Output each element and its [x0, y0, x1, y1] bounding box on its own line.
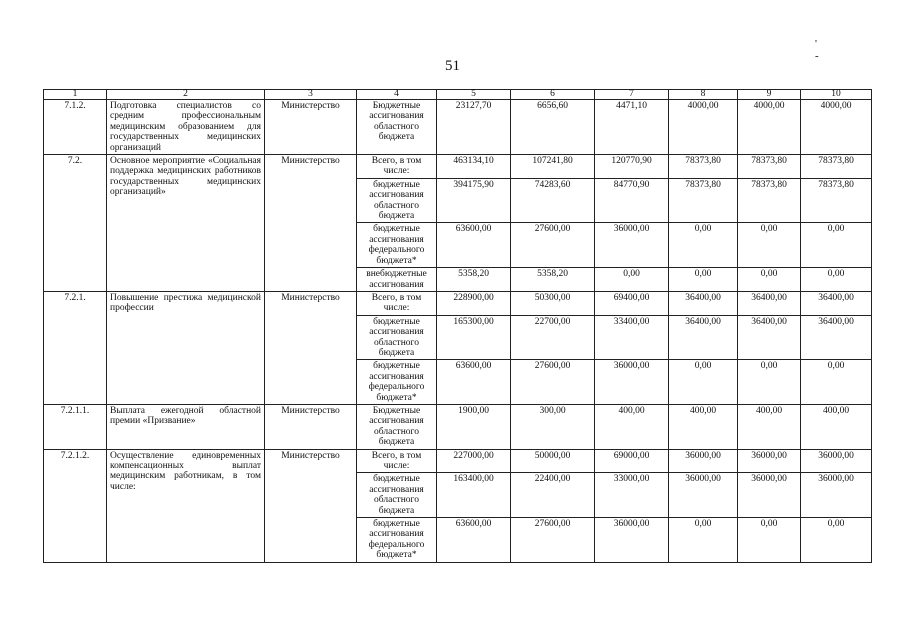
value-cell: 120770,90	[595, 155, 669, 179]
table-header	[44, 90, 872, 100]
value-cell: 400,00	[801, 404, 872, 449]
value-cell: 5358,20	[511, 268, 595, 292]
value-cell: 36000,00	[801, 473, 872, 518]
value-cell: 63600,00	[437, 518, 511, 563]
value-cell: 0,00	[801, 360, 872, 405]
table-body	[44, 100, 872, 563]
value-cell: 69000,00	[595, 449, 669, 473]
funding-source: бюджетные ассигнования федерального бюджета*	[357, 518, 437, 563]
value-cell: 228900,00	[437, 291, 511, 315]
funding-source: Всего, в том числе:	[357, 155, 437, 179]
value-cell: 36000,00	[595, 518, 669, 563]
header-cell: 3	[265, 90, 357, 100]
value-cell: 0,00	[801, 268, 872, 292]
value-cell: 394175,90	[437, 178, 511, 223]
header-cell: 10	[801, 90, 872, 100]
row-executor: Министерство	[265, 404, 357, 449]
funding-source: бюджетные ассигнования областного бюджета	[357, 178, 437, 223]
value-cell: 36000,00	[595, 360, 669, 405]
corner-marks: ' -	[815, 38, 849, 62]
value-cell: 0,00	[801, 223, 872, 268]
value-cell: 36000,00	[738, 449, 801, 473]
value-cell: 33000,00	[595, 473, 669, 518]
row-name: Основное мероприятие «Социальная поддержка медицинских работников государственных медицинских организаций»	[107, 155, 265, 292]
value-cell: 1900,00	[437, 404, 511, 449]
funding-source: бюджетные ассигнования федерального бюджета*	[357, 360, 437, 405]
row-executor: Министерство	[265, 449, 357, 562]
funding-source: Всего, в том числе:	[357, 449, 437, 473]
value-cell: 78373,80	[738, 155, 801, 179]
header-cell: 6	[511, 90, 595, 100]
value-cell: 0,00	[669, 223, 738, 268]
row-name: Повышение престижа медицинской профессии	[107, 291, 265, 404]
row-name: Подготовка специалистов со средним профессиональным медицинским образованием для государственных медицинских организаций	[107, 100, 265, 155]
value-cell: 22400,00	[511, 473, 595, 518]
value-cell: 400,00	[738, 404, 801, 449]
value-cell: 69400,00	[595, 291, 669, 315]
row-code: 7.2.1.2.	[44, 449, 107, 562]
value-cell: 463134,10	[437, 155, 511, 179]
value-cell: 27600,00	[511, 518, 595, 563]
value-cell: 0,00	[738, 518, 801, 563]
value-cell: 0,00	[669, 268, 738, 292]
value-cell: 63600,00	[437, 223, 511, 268]
header-cell: 8	[669, 90, 738, 100]
value-cell: 4000,00	[801, 100, 872, 155]
value-cell: 78373,80	[801, 178, 872, 223]
row-code: 7.2.	[44, 155, 107, 292]
header-cell: 1	[44, 90, 107, 100]
value-cell: 78373,80	[669, 178, 738, 223]
value-cell: 74283,60	[511, 178, 595, 223]
header-row	[44, 90, 872, 100]
value-cell: 36000,00	[669, 449, 738, 473]
funding-source: бюджетные ассигнования федерального бюджета*	[357, 223, 437, 268]
value-cell: 400,00	[669, 404, 738, 449]
value-cell: 163400,00	[437, 473, 511, 518]
value-cell: 4000,00	[738, 100, 801, 155]
value-cell: 300,00	[511, 404, 595, 449]
value-cell: 400,00	[595, 404, 669, 449]
value-cell: 63600,00	[437, 360, 511, 405]
page-number: 51	[445, 58, 460, 74]
table-row	[44, 404, 872, 449]
table-row	[44, 155, 872, 179]
row-name: Выплата ежегодной областной премии «Призвание»	[107, 404, 265, 449]
value-cell: 0,00	[595, 268, 669, 292]
value-cell: 33400,00	[595, 315, 669, 360]
row-code: 7.2.1.1.	[44, 404, 107, 449]
value-cell: 36400,00	[738, 291, 801, 315]
funding-source: бюджетные ассигнования областного бюджета	[357, 473, 437, 518]
header-cell: 7	[595, 90, 669, 100]
row-executor: Министерство	[265, 100, 357, 155]
value-cell: 0,00	[801, 518, 872, 563]
value-cell: 0,00	[738, 360, 801, 405]
row-code: 7.1.2.	[44, 100, 107, 155]
value-cell: 27600,00	[511, 360, 595, 405]
row-executor: Министерство	[265, 291, 357, 404]
value-cell: 0,00	[669, 360, 738, 405]
value-cell: 107241,80	[511, 155, 595, 179]
value-cell: 4000,00	[669, 100, 738, 155]
value-cell: 84770,90	[595, 178, 669, 223]
funding-source: Бюджетные ассигнования областного бюджета	[357, 404, 437, 449]
value-cell: 0,00	[738, 223, 801, 268]
value-cell: 36400,00	[669, 291, 738, 315]
value-cell: 50000,00	[511, 449, 595, 473]
value-cell: 36000,00	[738, 473, 801, 518]
value-cell: 36000,00	[801, 449, 872, 473]
value-cell: 78373,80	[738, 178, 801, 223]
funding-source: бюджетные ассигнования областного бюджета	[357, 315, 437, 360]
value-cell: 165300,00	[437, 315, 511, 360]
table-row	[44, 291, 872, 315]
value-cell: 4471,10	[595, 100, 669, 155]
value-cell: 23127,70	[437, 100, 511, 155]
value-cell: 27600,00	[511, 223, 595, 268]
row-name: Осуществление единовременных компенсационных выплат медицинским работникам, в том числе:	[107, 449, 265, 562]
header-cell: 9	[738, 90, 801, 100]
value-cell: 22700,00	[511, 315, 595, 360]
header-cell: 2	[107, 90, 265, 100]
row-executor: Министерство	[265, 155, 357, 292]
value-cell: 78373,80	[669, 155, 738, 179]
header-cell: 5	[437, 90, 511, 100]
table-row	[44, 449, 872, 473]
value-cell: 36400,00	[669, 315, 738, 360]
funding-source: Всего, в том числе:	[357, 291, 437, 315]
value-cell: 36400,00	[801, 291, 872, 315]
value-cell: 36000,00	[595, 223, 669, 268]
value-cell: 36400,00	[738, 315, 801, 360]
table-row	[44, 100, 872, 155]
value-cell: 0,00	[669, 518, 738, 563]
value-cell: 227000,00	[437, 449, 511, 473]
value-cell: 36400,00	[801, 315, 872, 360]
header-cell: 4	[357, 90, 437, 100]
funding-source: внебюджетные ассигнования	[357, 268, 437, 292]
budget-table	[43, 89, 872, 563]
value-cell: 0,00	[738, 268, 801, 292]
funding-source: Бюджетные ассигнования областного бюджета	[357, 100, 437, 155]
value-cell: 36000,00	[669, 473, 738, 518]
value-cell: 78373,80	[801, 155, 872, 179]
value-cell: 6656,60	[511, 100, 595, 155]
value-cell: 5358,20	[437, 268, 511, 292]
value-cell: 50300,00	[511, 291, 595, 315]
row-code: 7.2.1.	[44, 291, 107, 404]
